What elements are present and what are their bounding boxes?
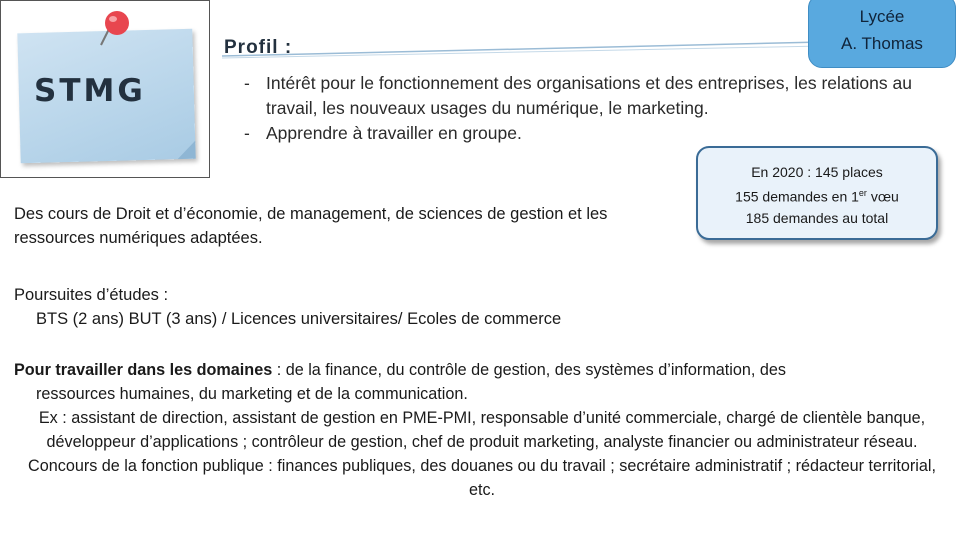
bullet-dash: - bbox=[244, 123, 250, 143]
profile-item-text: Intérêt pour le fonctionnement des organisations et des entreprises, les relations au travail, les nouveaux usages du numérique, le marketing. bbox=[266, 73, 912, 118]
domains-title: Pour travailler dans les domaines bbox=[14, 361, 273, 379]
profile-item-text: Apprendre à travailler en groupe. bbox=[266, 123, 522, 143]
stmg-badge-frame bbox=[0, 0, 210, 178]
stmg-label: STMG bbox=[34, 73, 146, 109]
profile-list bbox=[244, 71, 944, 146]
career-examples: Ex : assistant de direction, assistant de gestion en PME-PMI, responsable d’unité commerciale, chargé de clientèle banque, développeur d’applications ; contrôleur de gestion, chef de produit marketing, analyste financier ou administrateur réseau. Concours de la fonction publique : finances publiques, des douanes ou du travail ; secrétaire administratif ; rédacteur territorial, etc. bbox=[28, 409, 936, 499]
domains-continued: ressources humaines, du marketing et de la communication. bbox=[36, 385, 468, 403]
school-box bbox=[808, 0, 956, 68]
courses-text: Des cours de Droit et d’économie, de management, de sciences de gestion et les ressources numériques adaptées. bbox=[14, 205, 608, 247]
domains-line bbox=[14, 358, 950, 382]
total-requests: 185 demandes au total bbox=[745, 209, 889, 226]
school-name-line1: Lycée bbox=[859, 7, 905, 26]
profile-title: Profil : bbox=[224, 37, 293, 58]
places-count: En 2020 : 145 places bbox=[751, 164, 883, 180]
pushpin-icon bbox=[93, 3, 137, 51]
domains-inline: : de la finance, du contrôle de gestion, des systèmes d’information, des bbox=[272, 361, 786, 379]
first-choice-requests: 155 demandes en 1er vœu bbox=[735, 188, 899, 205]
bullet-dash: - bbox=[244, 73, 250, 93]
profile-item bbox=[244, 121, 944, 146]
profile-underline bbox=[222, 38, 822, 60]
note-fold bbox=[177, 141, 195, 159]
career-domains bbox=[14, 358, 950, 502]
further-studies-title: Poursuites d’études : bbox=[14, 286, 169, 304]
school-name-line2: A. Thomas bbox=[841, 34, 923, 53]
further-studies bbox=[14, 283, 714, 331]
profile-item bbox=[244, 71, 944, 121]
places-box bbox=[696, 146, 938, 240]
further-studies-text: BTS (2 ans) BUT (3 ans) / Licences universitaires/ Ecoles de commerce bbox=[36, 310, 562, 328]
